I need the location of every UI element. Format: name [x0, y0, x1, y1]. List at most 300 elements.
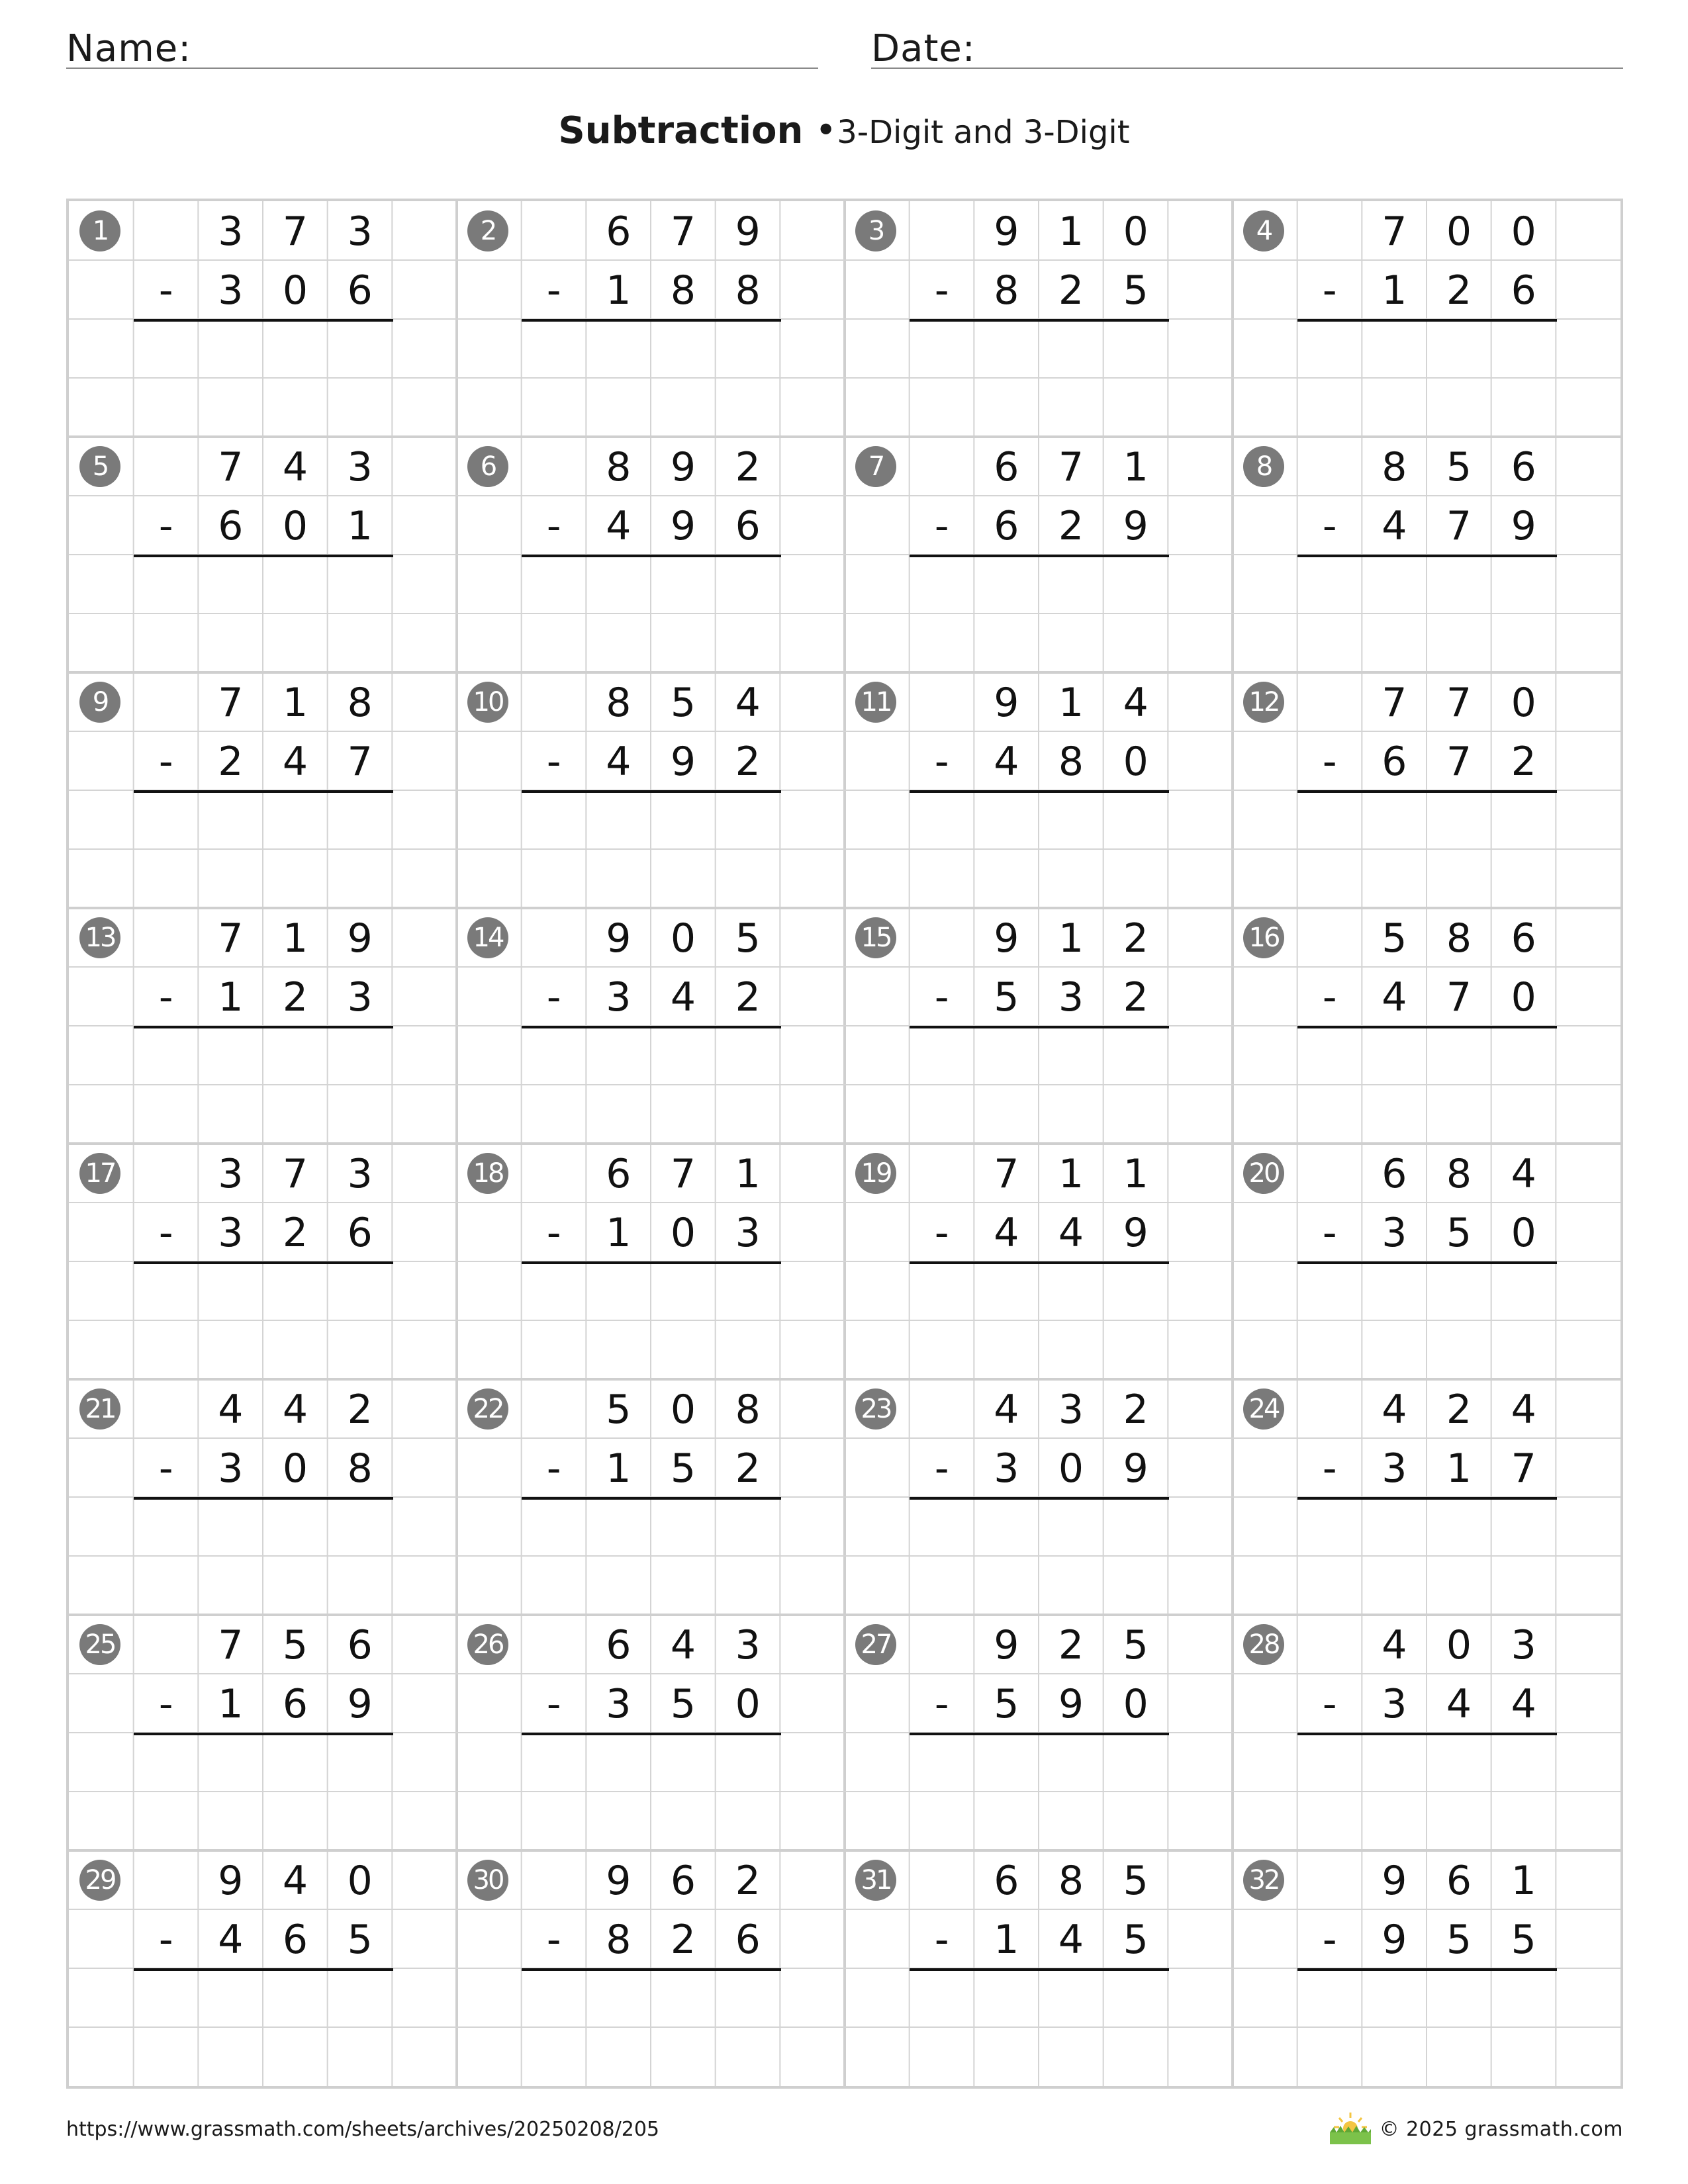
minuend-digit: 2 [1123, 915, 1149, 962]
minus-sign: - [934, 267, 949, 314]
minuend-digit: 4 [282, 1387, 308, 1433]
answer-line [910, 790, 1169, 793]
problem-28 [1233, 1615, 1622, 1851]
subtrahend-digit: 9 [1123, 503, 1149, 549]
minus-sign: - [546, 503, 561, 549]
minuend-digit: 6 [606, 1622, 632, 1668]
minuend-digit: 4 [670, 1622, 696, 1668]
subtrahend-digit: 1 [1446, 1445, 1472, 1492]
minuend-digit: 8 [347, 680, 373, 726]
subtrahend-digit: 0 [735, 1681, 761, 1727]
problem-14 [457, 908, 846, 1144]
subtrahend-digit: 2 [1511, 739, 1536, 785]
problem-number-badge: 6 [467, 446, 508, 487]
subtrahend-digit: 4 [282, 739, 308, 785]
minus-sign: - [1322, 503, 1337, 549]
minuend-digit: 1 [1058, 680, 1084, 726]
problem-number-badge: 13 [79, 917, 120, 958]
problem-15 [845, 908, 1234, 1144]
subtrahend-digit: 4 [1382, 974, 1407, 1021]
minus-sign: - [158, 267, 173, 314]
minuend-digit: 5 [735, 915, 761, 962]
minus-sign: - [158, 1210, 173, 1256]
minuend-digit: 6 [1382, 1151, 1407, 1197]
minuend-digit: 3 [1511, 1622, 1536, 1668]
problem-4 [1233, 201, 1622, 437]
minuend-digit: 5 [1382, 915, 1407, 962]
subtrahend-digit: 3 [218, 1210, 244, 1256]
problem-number-badge: 1 [79, 210, 120, 251]
minus-sign: - [158, 1445, 173, 1492]
minuend-digit: 5 [282, 1622, 308, 1668]
problem-number-badge: 10 [467, 682, 508, 723]
subtrahend-digit: 8 [994, 267, 1019, 314]
subtrahend-digit: 9 [347, 1681, 373, 1727]
minuend-digit: 1 [1058, 915, 1084, 962]
subtrahend-digit: 7 [1446, 739, 1472, 785]
minuend-digit: 0 [670, 1387, 696, 1433]
subtrahend-digit: 9 [1511, 503, 1536, 549]
minuend-digit: 0 [1511, 208, 1536, 255]
subtrahend-digit: 4 [1058, 1210, 1084, 1256]
subtrahend-digit: 3 [218, 1445, 244, 1492]
subtrahend-digit: 5 [1446, 1210, 1472, 1256]
minuend-digit: 8 [1382, 444, 1407, 490]
problem-number-badge: 14 [467, 917, 508, 958]
title-main: Subtraction [558, 109, 804, 152]
answer-line [134, 1026, 393, 1028]
minuend-digit: 9 [218, 1858, 244, 1904]
subtrahend-digit: 0 [282, 267, 308, 314]
minuend-digit: 9 [994, 680, 1019, 726]
answer-line [522, 1968, 781, 1971]
minuend-digit: 8 [1446, 1151, 1472, 1197]
subtrahend-digit: 1 [606, 267, 632, 314]
subtrahend-digit: 2 [1058, 267, 1084, 314]
subtrahend-digit: 0 [1058, 1445, 1084, 1492]
answer-line [522, 319, 781, 322]
problem-number-badge: 25 [79, 1624, 120, 1665]
answer-line [134, 790, 393, 793]
subtrahend-digit: 6 [347, 267, 373, 314]
subtrahend-digit: 9 [1058, 1681, 1084, 1727]
problem-number-badge: 20 [1243, 1153, 1284, 1194]
minuend-digit: 0 [347, 1858, 373, 1904]
problem-8 [1233, 437, 1622, 673]
problem-number-badge: 19 [855, 1153, 896, 1194]
problem-number-badge: 15 [855, 917, 896, 958]
problem-21 [69, 1379, 458, 1615]
problem-31 [845, 1850, 1234, 2087]
minus-sign: - [934, 1445, 949, 1492]
problem-5 [69, 437, 458, 673]
minuend-digit: 6 [994, 444, 1019, 490]
subtrahend-digit: 5 [1123, 1917, 1149, 1963]
problem-number-badge: 7 [855, 446, 896, 487]
subtrahend-digit: 4 [606, 503, 632, 549]
subtrahend-digit: 0 [282, 1445, 308, 1492]
minuend-digit: 7 [218, 680, 244, 726]
minus-sign: - [158, 739, 173, 785]
minuend-digit: 2 [1123, 1387, 1149, 1433]
minuend-digit: 9 [735, 208, 761, 255]
subtrahend-digit: 2 [1123, 974, 1149, 1021]
problem-9 [69, 672, 458, 909]
answer-line [910, 1026, 1169, 1028]
problem-number-badge: 17 [79, 1153, 120, 1194]
minuend-digit: 6 [1446, 1858, 1472, 1904]
subtrahend-digit: 5 [1123, 267, 1149, 314]
minus-sign: - [1322, 1681, 1337, 1727]
minus-sign: - [158, 503, 173, 549]
minuend-digit: 6 [1511, 444, 1536, 490]
minus-sign: - [1322, 739, 1337, 785]
subtrahend-digit: 0 [1123, 739, 1149, 785]
answer-line [522, 555, 781, 557]
minuend-digit: 9 [670, 444, 696, 490]
minuend-digit: 4 [218, 1387, 244, 1433]
problem-number-badge: 21 [79, 1388, 120, 1430]
subtrahend-digit: 3 [1058, 974, 1084, 1021]
answer-line [1297, 1026, 1557, 1028]
minuend-digit: 8 [1058, 1858, 1084, 1904]
answer-line [1297, 319, 1557, 322]
answer-line [910, 1733, 1169, 1735]
minus-sign: - [546, 1917, 561, 1963]
answer-line [522, 1261, 781, 1264]
subtrahend-digit: 6 [282, 1917, 308, 1963]
problem-number-badge: 28 [1243, 1624, 1284, 1665]
subtrahend-digit: 3 [347, 974, 373, 1021]
subtrahend-digit: 5 [670, 1445, 696, 1492]
minuend-digit: 3 [347, 1151, 373, 1197]
minus-sign: - [546, 1210, 561, 1256]
problem-number-badge: 22 [467, 1388, 508, 1430]
minuend-digit: 1 [282, 915, 308, 962]
minus-sign: - [1322, 974, 1337, 1021]
date-field[interactable] [871, 21, 1623, 69]
subtrahend-digit: 3 [735, 1210, 761, 1256]
subtrahend-digit: 6 [347, 1210, 373, 1256]
subtrahend-digit: 3 [606, 974, 632, 1021]
minuend-digit: 3 [347, 444, 373, 490]
subtrahend-digit: 3 [606, 1681, 632, 1727]
minuend-digit: 5 [1123, 1858, 1149, 1904]
minuend-digit: 0 [1446, 208, 1472, 255]
problem-22 [457, 1379, 846, 1615]
problem-number-badge: 4 [1243, 210, 1284, 251]
subtrahend-digit: 4 [1446, 1681, 1472, 1727]
subtrahend-digit: 8 [1058, 739, 1084, 785]
problem-3 [845, 201, 1234, 437]
minuend-digit: 4 [1123, 680, 1149, 726]
minuend-digit: 3 [218, 1151, 244, 1197]
minuend-digit: 7 [994, 1151, 1019, 1197]
problem-number-badge: 18 [467, 1153, 508, 1194]
minuend-digit: 8 [1446, 915, 1472, 962]
problem-number-badge: 29 [79, 1860, 120, 1901]
problem-number-badge: 27 [855, 1624, 896, 1665]
subtrahend-digit: 4 [994, 739, 1019, 785]
answer-line [134, 1968, 393, 1971]
subtrahend-digit: 3 [218, 267, 244, 314]
problem-2 [457, 201, 846, 437]
subtrahend-digit: 2 [282, 1210, 308, 1256]
minus-sign: - [158, 1681, 173, 1727]
problem-16 [1233, 908, 1622, 1144]
answer-line [522, 1026, 781, 1028]
minuend-digit: 1 [735, 1151, 761, 1197]
problem-number-badge: 11 [855, 682, 896, 723]
title-subtitle: 3-Digit and 3-Digit [837, 114, 1130, 151]
minuend-digit: 1 [1123, 1151, 1149, 1197]
subtrahend-digit: 1 [1382, 267, 1407, 314]
problem-6 [457, 437, 846, 673]
answer-line [522, 1497, 781, 1500]
minuend-digit: 1 [1058, 1151, 1084, 1197]
problems-layer [69, 201, 1620, 2086]
problem-29 [69, 1850, 458, 2087]
subtrahend-digit: 1 [994, 1917, 1019, 1963]
subtrahend-digit: 8 [347, 1445, 373, 1492]
problem-7 [845, 437, 1234, 673]
problem-1 [69, 201, 458, 437]
minuend-digit: 6 [670, 1858, 696, 1904]
answer-line [1297, 1968, 1557, 1971]
minuend-digit: 6 [606, 1151, 632, 1197]
problem-18 [457, 1144, 846, 1380]
minuend-digit: 1 [1058, 208, 1084, 255]
subtrahend-digit: 5 [994, 974, 1019, 1021]
subtrahend-digit: 4 [1058, 1917, 1084, 1963]
answer-line [1297, 555, 1557, 557]
minuend-digit: 9 [1382, 1858, 1407, 1904]
minuend-digit: 4 [994, 1387, 1019, 1433]
footer-url[interactable]: https://www.grassmath.com/sheets/archives/20250208/205 [66, 2118, 660, 2141]
problem-30 [457, 1850, 846, 2087]
subtrahend-digit: 5 [670, 1681, 696, 1727]
minuend-digit: 7 [1446, 680, 1472, 726]
subtrahend-digit: 1 [347, 503, 373, 549]
minuend-digit: 9 [606, 915, 632, 962]
answer-line [134, 1497, 393, 1500]
subtrahend-digit: 1 [606, 1210, 632, 1256]
subtrahend-digit: 5 [1511, 1917, 1536, 1963]
minuend-digit: 1 [1123, 444, 1149, 490]
problem-number-badge: 23 [855, 1388, 896, 1430]
minus-sign: - [934, 503, 949, 549]
subtrahend-digit: 3 [1382, 1445, 1407, 1492]
subtrahend-digit: 9 [1382, 1917, 1407, 1963]
answer-line [134, 555, 393, 557]
subtrahend-digit: 8 [606, 1917, 632, 1963]
answer-line [910, 555, 1169, 557]
minuend-digit: 8 [735, 1387, 761, 1433]
minuend-digit: 4 [282, 444, 308, 490]
answer-line [910, 1968, 1169, 1971]
minuend-digit: 3 [1058, 1387, 1084, 1433]
subtrahend-digit: 9 [1123, 1445, 1149, 1492]
minuend-digit: 6 [347, 1622, 373, 1668]
minuend-digit: 2 [735, 1858, 761, 1904]
minus-sign: - [546, 1445, 561, 1492]
problem-number-badge: 30 [467, 1860, 508, 1901]
subtrahend-digit: 7 [1446, 503, 1472, 549]
minus-sign: - [546, 1681, 561, 1727]
problem-24 [1233, 1379, 1622, 1615]
minuend-digit: 2 [1446, 1387, 1472, 1433]
problem-23 [845, 1379, 1234, 1615]
subtrahend-digit: 1 [218, 1681, 244, 1727]
minuend-digit: 5 [606, 1387, 632, 1433]
answer-line [522, 790, 781, 793]
footer-copyright: © 2025 grassmath.com [1379, 2118, 1623, 2141]
minuend-digit: 7 [670, 1151, 696, 1197]
problem-number-badge: 9 [79, 682, 120, 723]
minuend-digit: 7 [282, 1151, 308, 1197]
title-separator: • [815, 109, 837, 152]
subtrahend-digit: 3 [1382, 1681, 1407, 1727]
minuend-digit: 6 [606, 208, 632, 255]
minuend-digit: 7 [670, 208, 696, 255]
date-label: Date: [871, 27, 976, 70]
subtrahend-digit: 6 [282, 1681, 308, 1727]
problem-number-badge: 32 [1243, 1860, 1284, 1901]
minus-sign: - [934, 739, 949, 785]
subtrahend-digit: 3 [1382, 1210, 1407, 1256]
problem-number-badge: 2 [467, 210, 508, 251]
subtrahend-digit: 2 [282, 974, 308, 1021]
subtrahend-digit: 6 [218, 503, 244, 549]
answer-line [1297, 1261, 1557, 1264]
subtrahend-digit: 5 [347, 1917, 373, 1963]
subtrahend-digit: 0 [670, 1210, 696, 1256]
subtrahend-digit: 6 [1382, 739, 1407, 785]
subtrahend-digit: 9 [670, 503, 696, 549]
subtrahend-digit: 0 [1511, 1210, 1536, 1256]
minuend-digit: 5 [670, 680, 696, 726]
subtrahend-digit: 0 [282, 503, 308, 549]
minuend-digit: 2 [735, 444, 761, 490]
minus-sign: - [1322, 267, 1337, 314]
minuend-digit: 7 [218, 1622, 244, 1668]
minuend-digit: 2 [1058, 1622, 1084, 1668]
minuend-digit: 7 [218, 444, 244, 490]
minuend-digit: 6 [1511, 915, 1536, 962]
answer-line [910, 1497, 1169, 1500]
subtrahend-digit: 6 [735, 1917, 761, 1963]
minuend-digit: 9 [994, 915, 1019, 962]
answer-line [1297, 1497, 1557, 1500]
minus-sign: - [934, 1917, 949, 1963]
problem-10 [457, 672, 846, 909]
subtrahend-digit: 1 [218, 974, 244, 1021]
answer-line [1297, 1733, 1557, 1735]
minuend-digit: 3 [347, 208, 373, 255]
minuend-digit: 2 [347, 1387, 373, 1433]
minus-sign: - [1322, 1917, 1337, 1963]
minus-sign: - [1322, 1445, 1337, 1492]
minuend-digit: 7 [1382, 208, 1407, 255]
minuend-digit: 9 [994, 208, 1019, 255]
subtrahend-digit: 2 [1058, 503, 1084, 549]
answer-line [134, 1261, 393, 1264]
minuend-digit: 9 [606, 1858, 632, 1904]
minuend-digit: 0 [670, 915, 696, 962]
minus-sign: - [158, 974, 173, 1021]
problem-grid [66, 199, 1623, 2089]
minuend-digit: 1 [1511, 1858, 1536, 1904]
subtrahend-digit: 4 [670, 974, 696, 1021]
minuend-digit: 4 [1382, 1387, 1407, 1433]
problem-number-badge: 12 [1243, 682, 1284, 723]
subtrahend-digit: 6 [994, 503, 1019, 549]
answer-line [522, 1733, 781, 1735]
problem-number-badge: 3 [855, 210, 896, 251]
problem-11 [845, 672, 1234, 909]
subtrahend-digit: 6 [1511, 267, 1536, 314]
subtrahend-digit: 2 [218, 739, 244, 785]
minuend-digit: 0 [1446, 1622, 1472, 1668]
name-field[interactable] [66, 21, 818, 69]
subtrahend-digit: 5 [1446, 1917, 1472, 1963]
minus-sign: - [546, 739, 561, 785]
problem-number-badge: 8 [1243, 446, 1284, 487]
minuend-digit: 7 [1058, 444, 1084, 490]
minuend-digit: 7 [1382, 680, 1407, 726]
problem-number-badge: 31 [855, 1860, 896, 1901]
minuend-digit: 8 [606, 680, 632, 726]
minuend-digit: 7 [282, 208, 308, 255]
subtrahend-digit: 2 [735, 1445, 761, 1492]
minuend-digit: 9 [994, 1622, 1019, 1668]
subtrahend-digit: 2 [1446, 267, 1472, 314]
subtrahend-digit: 0 [1511, 974, 1536, 1021]
minus-sign: - [934, 974, 949, 1021]
subtrahend-digit: 7 [1511, 1445, 1536, 1492]
problem-32 [1233, 1850, 1622, 2087]
problem-17 [69, 1144, 458, 1380]
subtrahend-digit: 7 [347, 739, 373, 785]
name-label: Name: [66, 27, 192, 70]
minus-sign: - [1322, 1210, 1337, 1256]
minuend-digit: 0 [1123, 208, 1149, 255]
problem-12 [1233, 672, 1622, 909]
problem-20 [1233, 1144, 1622, 1380]
subtrahend-digit: 1 [606, 1445, 632, 1492]
minuend-digit: 5 [1446, 444, 1472, 490]
subtrahend-digit: 4 [218, 1917, 244, 1963]
answer-line [134, 319, 393, 322]
subtrahend-digit: 9 [670, 739, 696, 785]
minus-sign: - [546, 267, 561, 314]
answer-line [910, 319, 1169, 322]
subtrahend-digit: 8 [670, 267, 696, 314]
subtrahend-digit: 6 [735, 503, 761, 549]
problem-number-badge: 26 [467, 1624, 508, 1665]
minuend-digit: 7 [218, 915, 244, 962]
problem-27 [845, 1615, 1234, 1851]
problem-13 [69, 908, 458, 1144]
subtrahend-digit: 2 [670, 1917, 696, 1963]
problem-25 [69, 1615, 458, 1851]
minuend-digit: 4 [1511, 1387, 1536, 1433]
minuend-digit: 4 [1382, 1622, 1407, 1668]
minuend-digit: 5 [1123, 1622, 1149, 1668]
minus-sign: - [546, 974, 561, 1021]
minuend-digit: 3 [218, 208, 244, 255]
minuend-digit: 4 [735, 680, 761, 726]
